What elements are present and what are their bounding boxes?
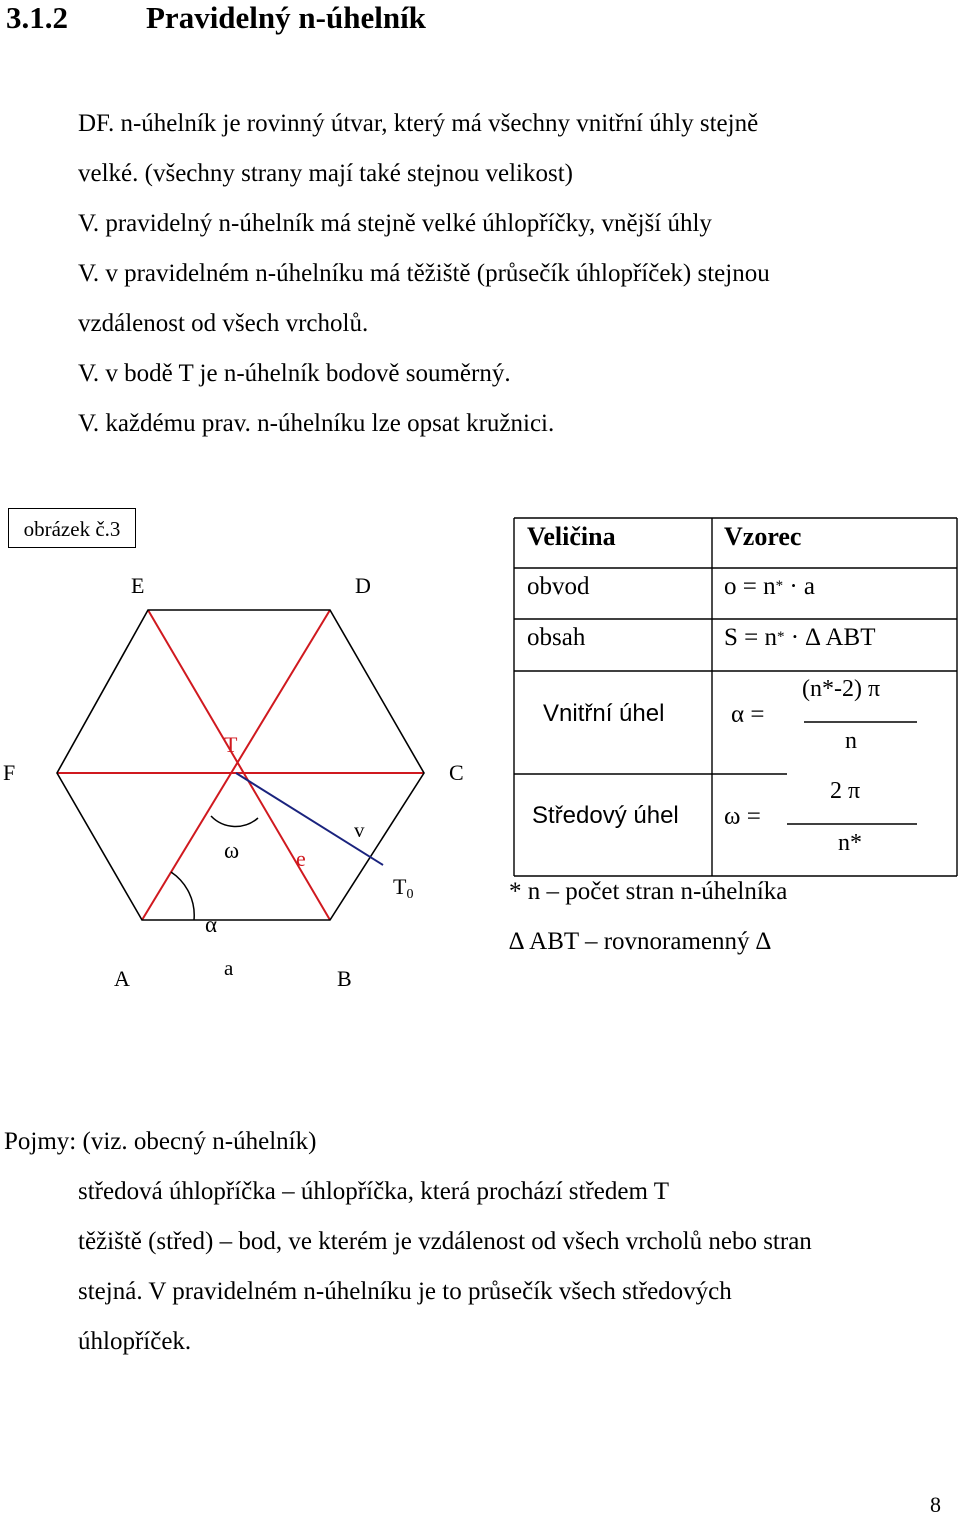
- inner-angle-lhs: α =: [731, 701, 765, 728]
- note-triangle: ∆ ABT – rovnoramenný ∆: [509, 928, 772, 955]
- note-star: * n – počet stran n-úhelníka: [509, 878, 788, 905]
- vertex-e-label: E: [131, 573, 145, 598]
- foot-t0-label: T0: [393, 874, 414, 902]
- section-title: Pravidelný n-úhelník: [146, 0, 426, 35]
- vertex-b-label: B: [337, 966, 352, 991]
- row-name-perimeter: obvod: [527, 573, 590, 600]
- central-angle-denominator: n*: [838, 830, 862, 856]
- page-number: 8: [930, 1492, 941, 1517]
- pojmy-heading: Pojmy: (viz. obecný n-úhelník): [4, 1128, 317, 1155]
- omega-arc: [211, 816, 258, 826]
- hexagon-figure: [0, 560, 500, 1000]
- row-formula-area: S = n* · ∆ ABT: [724, 624, 876, 651]
- alpha-arc: [171, 872, 194, 920]
- inner-angle-numerator: (n*-2) π: [802, 676, 881, 702]
- section-heading: [6, 0, 426, 36]
- figure-caption: obrázek č.3: [8, 508, 136, 548]
- inner-angle-name: Vnitřní úhel: [543, 700, 665, 727]
- vertex-a-label: A: [114, 966, 130, 991]
- center-t-label: T: [224, 732, 238, 757]
- inner-angle-denominator: n: [845, 728, 857, 754]
- row-name-area: obsah: [527, 624, 586, 651]
- omega-label: ω: [224, 838, 240, 863]
- vertex-f-label: F: [3, 760, 16, 785]
- definition-line: V. v pravidelném n-úhelníku má těžiště (průsečík úhlopříček) stejnou: [78, 260, 770, 287]
- definition-line: velké. (všechny strany mají také stejnou velikost): [78, 160, 574, 187]
- vertex-c-label: C: [449, 760, 464, 785]
- central-angle-numerator: 2 π: [830, 778, 861, 804]
- hexagon-outline: [57, 610, 424, 920]
- v-label: v: [354, 818, 365, 842]
- pojmy-line: stejná. V pravidelném n-úhelníku je to průsečík všech středových: [78, 1278, 732, 1305]
- side-a-label: a: [224, 956, 234, 980]
- definition-line: V. pravidelný n-úhelník má stejně velké úhlopříčky, vnější úhly: [78, 210, 712, 237]
- definition-line: V. v bodě T je n-úhelník bodově souměrný.: [78, 360, 511, 387]
- definition-line: DF. n-úhelník je rovinný útvar, který má všechny vnitřní úhly stejně: [78, 110, 759, 137]
- header-formula: Vzorec: [724, 522, 802, 551]
- section-number: 3.1.2: [6, 0, 68, 35]
- definition-line: V. každému prav. n-úhelníku lze opsat kružnici.: [78, 410, 555, 437]
- central-angle-lhs: ω =: [724, 803, 761, 830]
- alpha-label: α: [205, 912, 218, 937]
- row-formula-perimeter: o = n* · a: [724, 573, 816, 600]
- e-label: e: [296, 846, 306, 871]
- pojmy-line: těžiště (střed) – bod, ve kterém je vzdálenost od všech vrcholů nebo stran: [78, 1228, 812, 1255]
- pojmy-line: středová úhlopříčka – úhlopříčka, která prochází středem T: [78, 1178, 669, 1205]
- pojmy-line: úhlopříček.: [78, 1328, 192, 1355]
- definition-line: vzdálenost od všech vrcholů.: [78, 310, 369, 337]
- header-quantity: Veličina: [527, 522, 616, 551]
- vertex-d-label: D: [355, 573, 371, 598]
- central-angle-name: Středový úhel: [532, 802, 679, 829]
